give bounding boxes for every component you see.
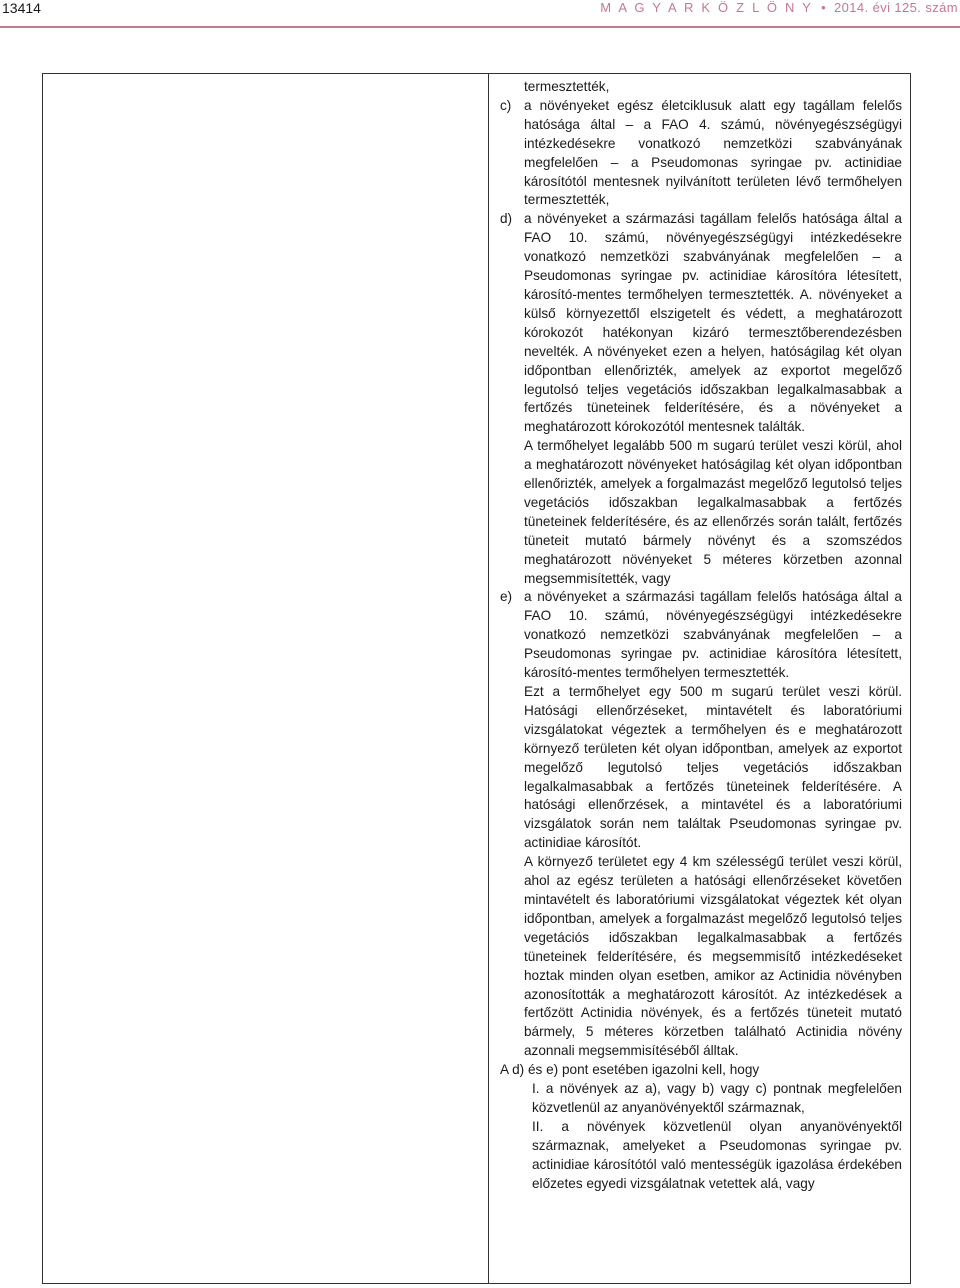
- item-text: a növényeket egész életciklusuk alatt egy tagállam felelős hatósága által – a FAO 4. számú, növényegészségügyi intézkedésekre vonatkozó nemzetközi szabványának megfelelően – a Pseudomonas syringae pv. actinidiae károsítótól mentesnek nyilvánított területen lévő termőhelyen termesztették,: [524, 97, 902, 208]
- closing-sentence: A d) és e) pont esetében igazolni kell, hogy: [500, 1062, 760, 1078]
- gazette-issue: 2014. évi 125. szám: [834, 0, 958, 15]
- item-text: a növényeket a származási tagállam felelős hatósága által a FAO 10. számú, növényegészségügyi intézkedésekre vonatkozó nemzetközi szabványának megfelelően – a Pseudomonas syringae pv. actinidiae károsítóra létesített, károsító-mentes termőhelyen termesztették.: [524, 589, 902, 681]
- item-marker: e): [500, 589, 513, 605]
- header-bullet: •: [821, 0, 827, 15]
- list-item-c: [488, 97, 902, 210]
- list-item-d: [488, 210, 902, 588]
- gazette-title: M A G Y A R K Ö Z L Ö N Y: [600, 0, 814, 15]
- gazette-header: [600, 0, 958, 15]
- item-text: a növényeket a származási tagállam felelős hatósága által a FAO 10. számú, növényegészségügyi intézkedésekre vonatkozó nemzetközi szabványának megfelelően – a Pseudomonas syringae pv. actinidiae károsítóra létesített, károsító-mentes termőhelyen termesztették. A. növényeket a külső környezettől elszigetelt és védett, a meghatározott kórokozót hatékonyan kizáró termesztőberendezésben nevelték. A növényeket ezen a helyen, hatóságilag két olyan időpontban ellenőrizték, amelyek az exportot megelőző legutolsó teljes vegetációs időszakban legalkalmasabbak a fertőzés tüneteinek felderítésére, és a növényeket a meghatározott kórokozótól mentesnek találták.: [524, 211, 902, 435]
- item-paragraph: Ezt a termőhelyet egy 500 m sugarú terület veszi körül. Hatósági ellenőrzéseket, mintavételt és laboratóriumi vizsgálatokat végeztek a termőhelyen és e meghatározott környező területen két olyan időpontban, amelyek az exportot megelőző legutolsó teljes vegetációs időszakban legalkalmasabbak a fertőzés tüneteinek felderítésére. A hatósági ellenőrzések, a mintavétel és a laboratóriumi vizsgálatok során nem találtak Pseudomonas syringae pv. actinidiae károsítót.: [524, 684, 902, 851]
- continuation-line: termesztették,: [524, 79, 610, 94]
- roman-item-1: I. a növények az a), vagy b) vagy c) pontnak megfelelően közvetlenül az anyanövényektől származnak,: [532, 1081, 902, 1115]
- item-marker: c): [500, 97, 512, 113]
- page-header: [0, 0, 960, 22]
- page-number: 13414: [2, 0, 41, 16]
- list-item-e: [488, 588, 902, 1061]
- right-column-text: [488, 78, 902, 1193]
- roman-item-2: II. a növények közvetlenül olyan anyanövényektől származnak, amelyeket a Pseudomonas syringae pv. actinidiae károsítótól való mentességük igazolása érdekében előzetes egyedi vizsgálatnak vetettek alá, vagy: [532, 1118, 902, 1191]
- item-paragraph: A termőhelyet legalább 500 m sugarú terület veszi körül, ahol a meghatározott növényeket hatóságilag két olyan időpontban ellenőrizték, amelyek a forgalmazást megelőző legutolsó teljes vegetációs időszakban legalkalmasabbak a fertőzés tüneteinek felderítésére, és az ellenőrzés során talált, fertőzés tüneteit mutató bármely növényt és a szomszédos meghatározott növényeket 5 méteres körzetben azonnal megsemmisítették, vagy: [524, 438, 902, 586]
- item-paragraph: A környező területet egy 4 km szélességű terület veszi körül, ahol az egész területen a hatósági ellenőrzéseket követően mintavételt és laboratóriumi vizsgálatokat végeztek két olyan időpontban, amelyek a forgalmazást megelőző legutolsó teljes vegetációs időszakban legalkalmasabbak a fertőzés tüneteinek felderítésére, és megsemmisítő intézkedéseket hoztak minden olyan esetben, amikor az Actinidia növényben azonosították a meghatározott károsítót. Az intézkedések a fertőzött Actinidia növények, és a fertőzés tüneteit mutató bármely, 5 méteres körzetben található Actinidia növény azonnali megsemmisítéséből álltak.: [524, 854, 902, 1059]
- header-rule: [0, 26, 960, 28]
- item-marker: d): [500, 211, 513, 227]
